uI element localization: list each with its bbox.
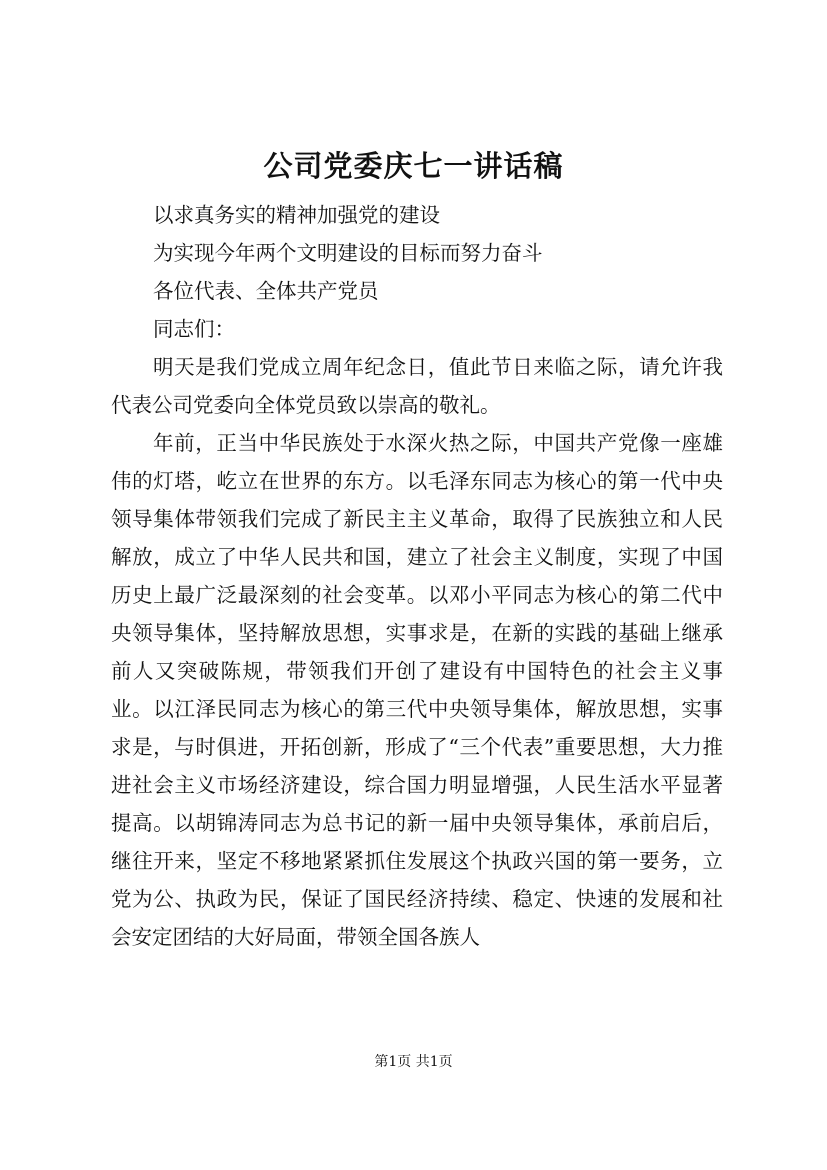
paragraph-2: 年前，正当中华民族处于水深火热之际，中国共产党像一座雄伟的灯塔，屹立在世界的东方。以毛泽东同志为核心的第一代中央领导集体带领我们完成了新民主主义革命，取得了民族独立和人民解放，成立了中华人民共和国，建立了社会主义制度，实现了中国历史上最广泛最深刻的社会变革。以邓小平同志为核心的第二代中央领导集体，坚持解放思想，实事求是，在新的实践的基础上继承前人又突破陈规，带领我们开创了建设有中国特色的社会主义事业。以江泽民同志为核心的第三代中央领导集体，解放思想，实事求是，与时俱进，开拓创新，形成了“三个代表”重要思想，大力推进社会主义市场经济建设，综合国力明显增强，人民生活水平显著提高。以胡锦涛同志为总书记的新一届中央领导集体，承前启后，继往开来，坚定不移地紧紧抓住发展这个执政兴国的第一要务，立党为公、执政为民，保证了国民经济持续、稳定、快速的发展和社会安定团结的大好局面，带领全国各族人 [111, 431, 723, 949]
salutation-line-2: 同志们： [153, 317, 235, 341]
subtitle-line-2: 为实现今年两个文明建设的目标而努力奋斗 [153, 241, 543, 265]
page-footer: 第1页 共1页 [374, 1054, 453, 1070]
subtitle-line-1: 以求真务实的精神加强党的建设 [153, 203, 440, 227]
paragraph-1: 明天是我们党成立周年纪念日，值此节日来临之际，请允许我代表公司党委向全体党员致以崇高的敬礼。 [111, 355, 723, 417]
document-title: 公司党委庆七一讲话稿 [263, 149, 564, 183]
salutation-line-1: 各位代表、全体共产党员 [153, 279, 379, 303]
document-body [111, 196, 723, 956]
